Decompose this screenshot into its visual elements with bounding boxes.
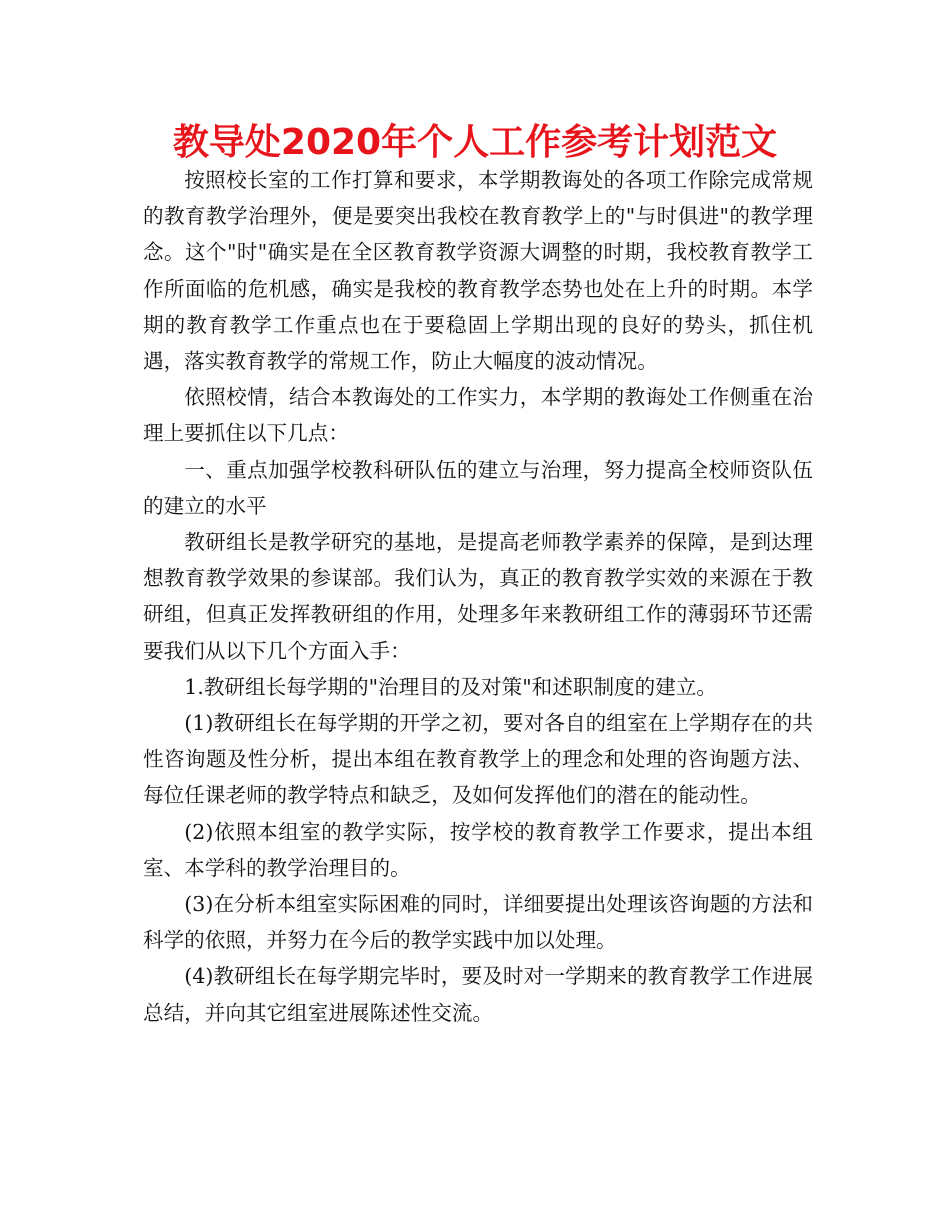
sub-item-1: (1)教研组长在每学期的开学之初，要对各自的组室在上学期存在的共性咨询题及性分析，提出本组在教育教学上的理念和处理的咨询题方法、每位任课老师的教学特点和缺乏，及如何发挥他们的潜在的能动性。 [143,711,813,808]
list-item-1: 1.教研组长每学期的"治理目的及对策"和述职制度的建立。 [184,674,718,699]
paragraph-research-group: 教研组长是教学研究的基地，是提高老师教学素养的保障，是到达理想教育教学效果的参谋部。我们认为，真正的教育教学实效的来源在于教研组，但真正发挥教研组的作用，处理多年来教研组工作的薄弱环节还需要我们从以下几个方面入手： [143,530,813,663]
paragraph-intro: 按照校长室的工作打算和要求，本学期教诲处的各项工作除完成常规的教育教学治理外，便是要突出我校在教育教学上的"与时俱进"的教学理念。这个"时"确实是在全区教育教学资源大调整的时期，我校教育教学工作所面临的危机感，确实是我校的教育教学态势也处在上升的时期。本学期的教育教学工作重点也在于要稳固上学期出现的良好的势头，抓住机遇，落实教育教学的常规工作，防止大幅度的波动情况。 [143,168,813,374]
sub-item-2: (2)依照本组室的教学实际，按学校的教育教学工作要求，提出本组室、本学科的教学治理目的。 [143,819,813,880]
sub-item-3: (3)在分析本组室实际困难的同时，详细要提出处理该咨询题的方法和科学的依照，并努力在今后的教学实践中加以处理。 [143,892,813,953]
sub-item-4: (4)教研组长在每学期完毕时，要及时对一学期来的教育教学工作进展总结，并向其它组室进展陈述性交流。 [143,964,813,1025]
section-heading-1: 一、重点加强学校教科研队伍的建立与治理，努力提高全校师资队伍的建立的水平 [143,457,813,518]
document-body [143,162,813,1031]
paragraph-focus: 依照校情，结合本教诲处的工作实力，本学期的教诲处工作侧重在治理上要抓住以下几点： [143,385,813,446]
document-title: 教导处2020年个人工作参考计划范文 [172,122,778,163]
